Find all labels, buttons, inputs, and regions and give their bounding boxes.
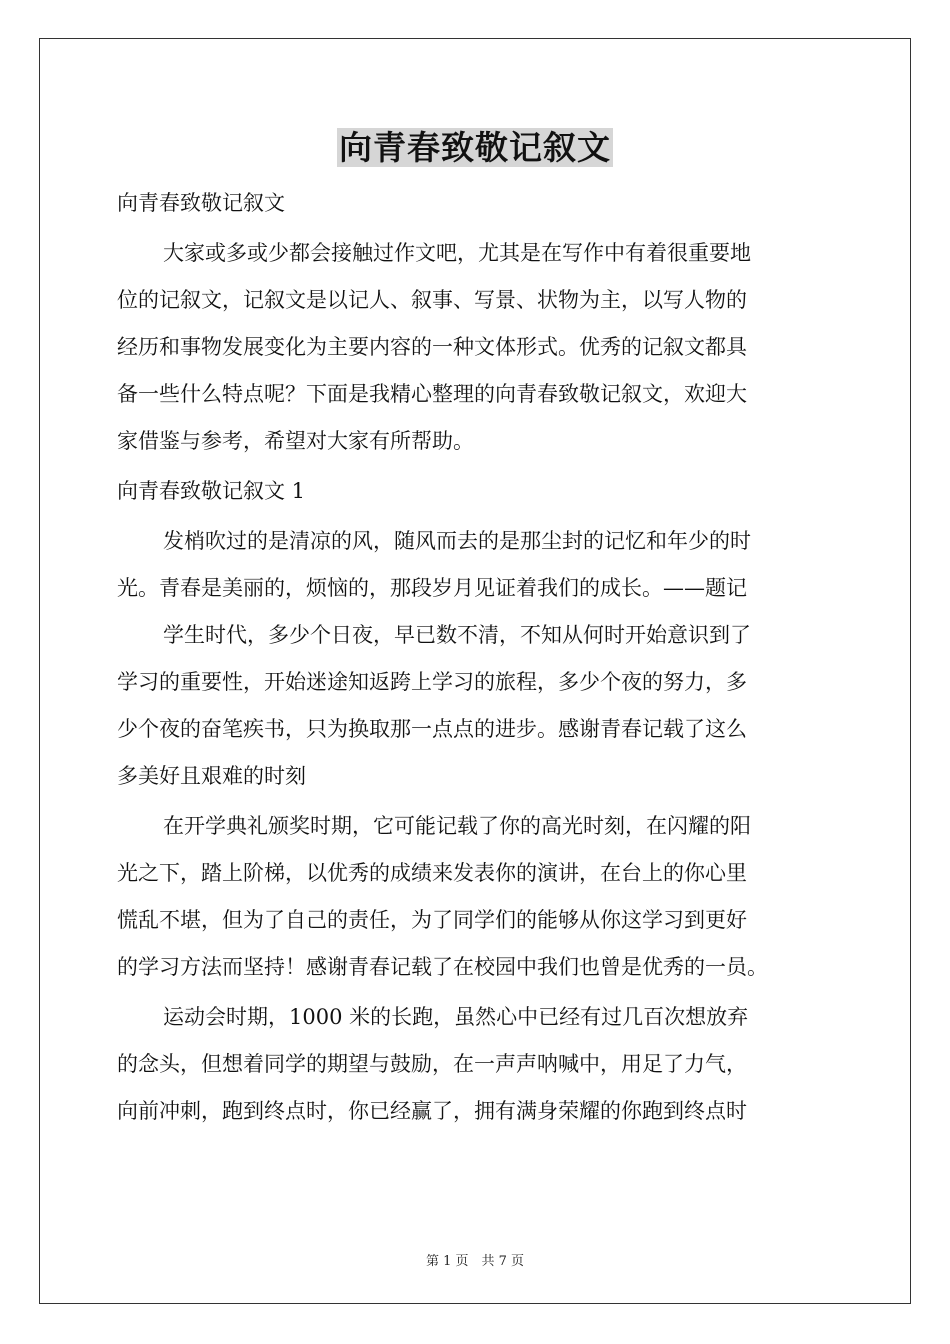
document-title-text: 向青春致敬记叙文: [339, 128, 611, 167]
paragraph-line: 光之下，踏上阶梯，以优秀的成绩来发表你的演讲，在台上的你心里: [117, 861, 747, 885]
paragraph-line: 少个夜的奋笔疾书，只为换取那一点点的进步。感谢青春记载了这么: [117, 717, 747, 741]
paragraph-line: 的学习方法而坚持！感谢青春记载了在校园中我们也曾是优秀的一员。: [117, 955, 768, 979]
subtitle-line: 向青春致敬记叙文: [117, 191, 285, 215]
document-body: [117, 180, 835, 1135]
paragraph-line: 光。青春是美丽的，烦恼的，那段岁月见证着我们的成长。——题记: [117, 576, 747, 600]
paragraph-line: 向前冲刺，跑到终点时，你已经赢了，拥有满身荣耀的你跑到终点时: [117, 1099, 747, 1123]
paragraph-line: 家借鉴与参考，希望对大家有所帮助。: [117, 429, 474, 453]
paragraph-line: 备一些什么特点呢？下面是我精心整理的向青春致敬记叙文，欢迎大: [117, 382, 747, 406]
document-title: [0, 126, 950, 170]
paragraph-line: 位的记叙文，记叙文是以记人、叙事、写景、状物为主，以写人物的: [117, 288, 747, 312]
section-heading: 向青春致敬记叙文 1: [117, 479, 306, 503]
paragraph-line: 的念头，但想着同学的期望与鼓励，在一声声呐喊中，用足了力气，: [117, 1052, 747, 1076]
paragraph-line: 在开学典礼颁奖时期，它可能记载了你的高光时刻，在闪耀的阳: [163, 814, 751, 838]
page-number-footer: 第 1 页 共 7 页: [425, 1254, 525, 1269]
paragraph-line: 学习的重要性，开始迷途知返跨上学习的旅程，多少个夜的努力，多: [117, 670, 747, 694]
paragraph-line: 慌乱不堪，但为了自己的责任，为了同学们的能够从你这学习到更好: [117, 908, 747, 932]
paragraph-line: 大家或多或少都会接触过作文吧，尤其是在写作中有着很重要地: [163, 241, 751, 265]
paragraph-line: 发梢吹过的是清凉的风，随风而去的是那尘封的记忆和年少的时: [163, 529, 751, 553]
paragraph-line: 运动会时期，1000 米的长跑，虽然心中已经有过几百次想放弃: [163, 1005, 749, 1029]
paragraph-line: 学生时代，多少个日夜，早已数不清，不知从何时开始意识到了: [163, 623, 751, 647]
paragraph-line: 多美好且艰难的时刻: [117, 764, 306, 788]
paragraph-line: 经历和事物发展变化为主要内容的一种文体形式。优秀的记叙文都具: [117, 335, 747, 359]
